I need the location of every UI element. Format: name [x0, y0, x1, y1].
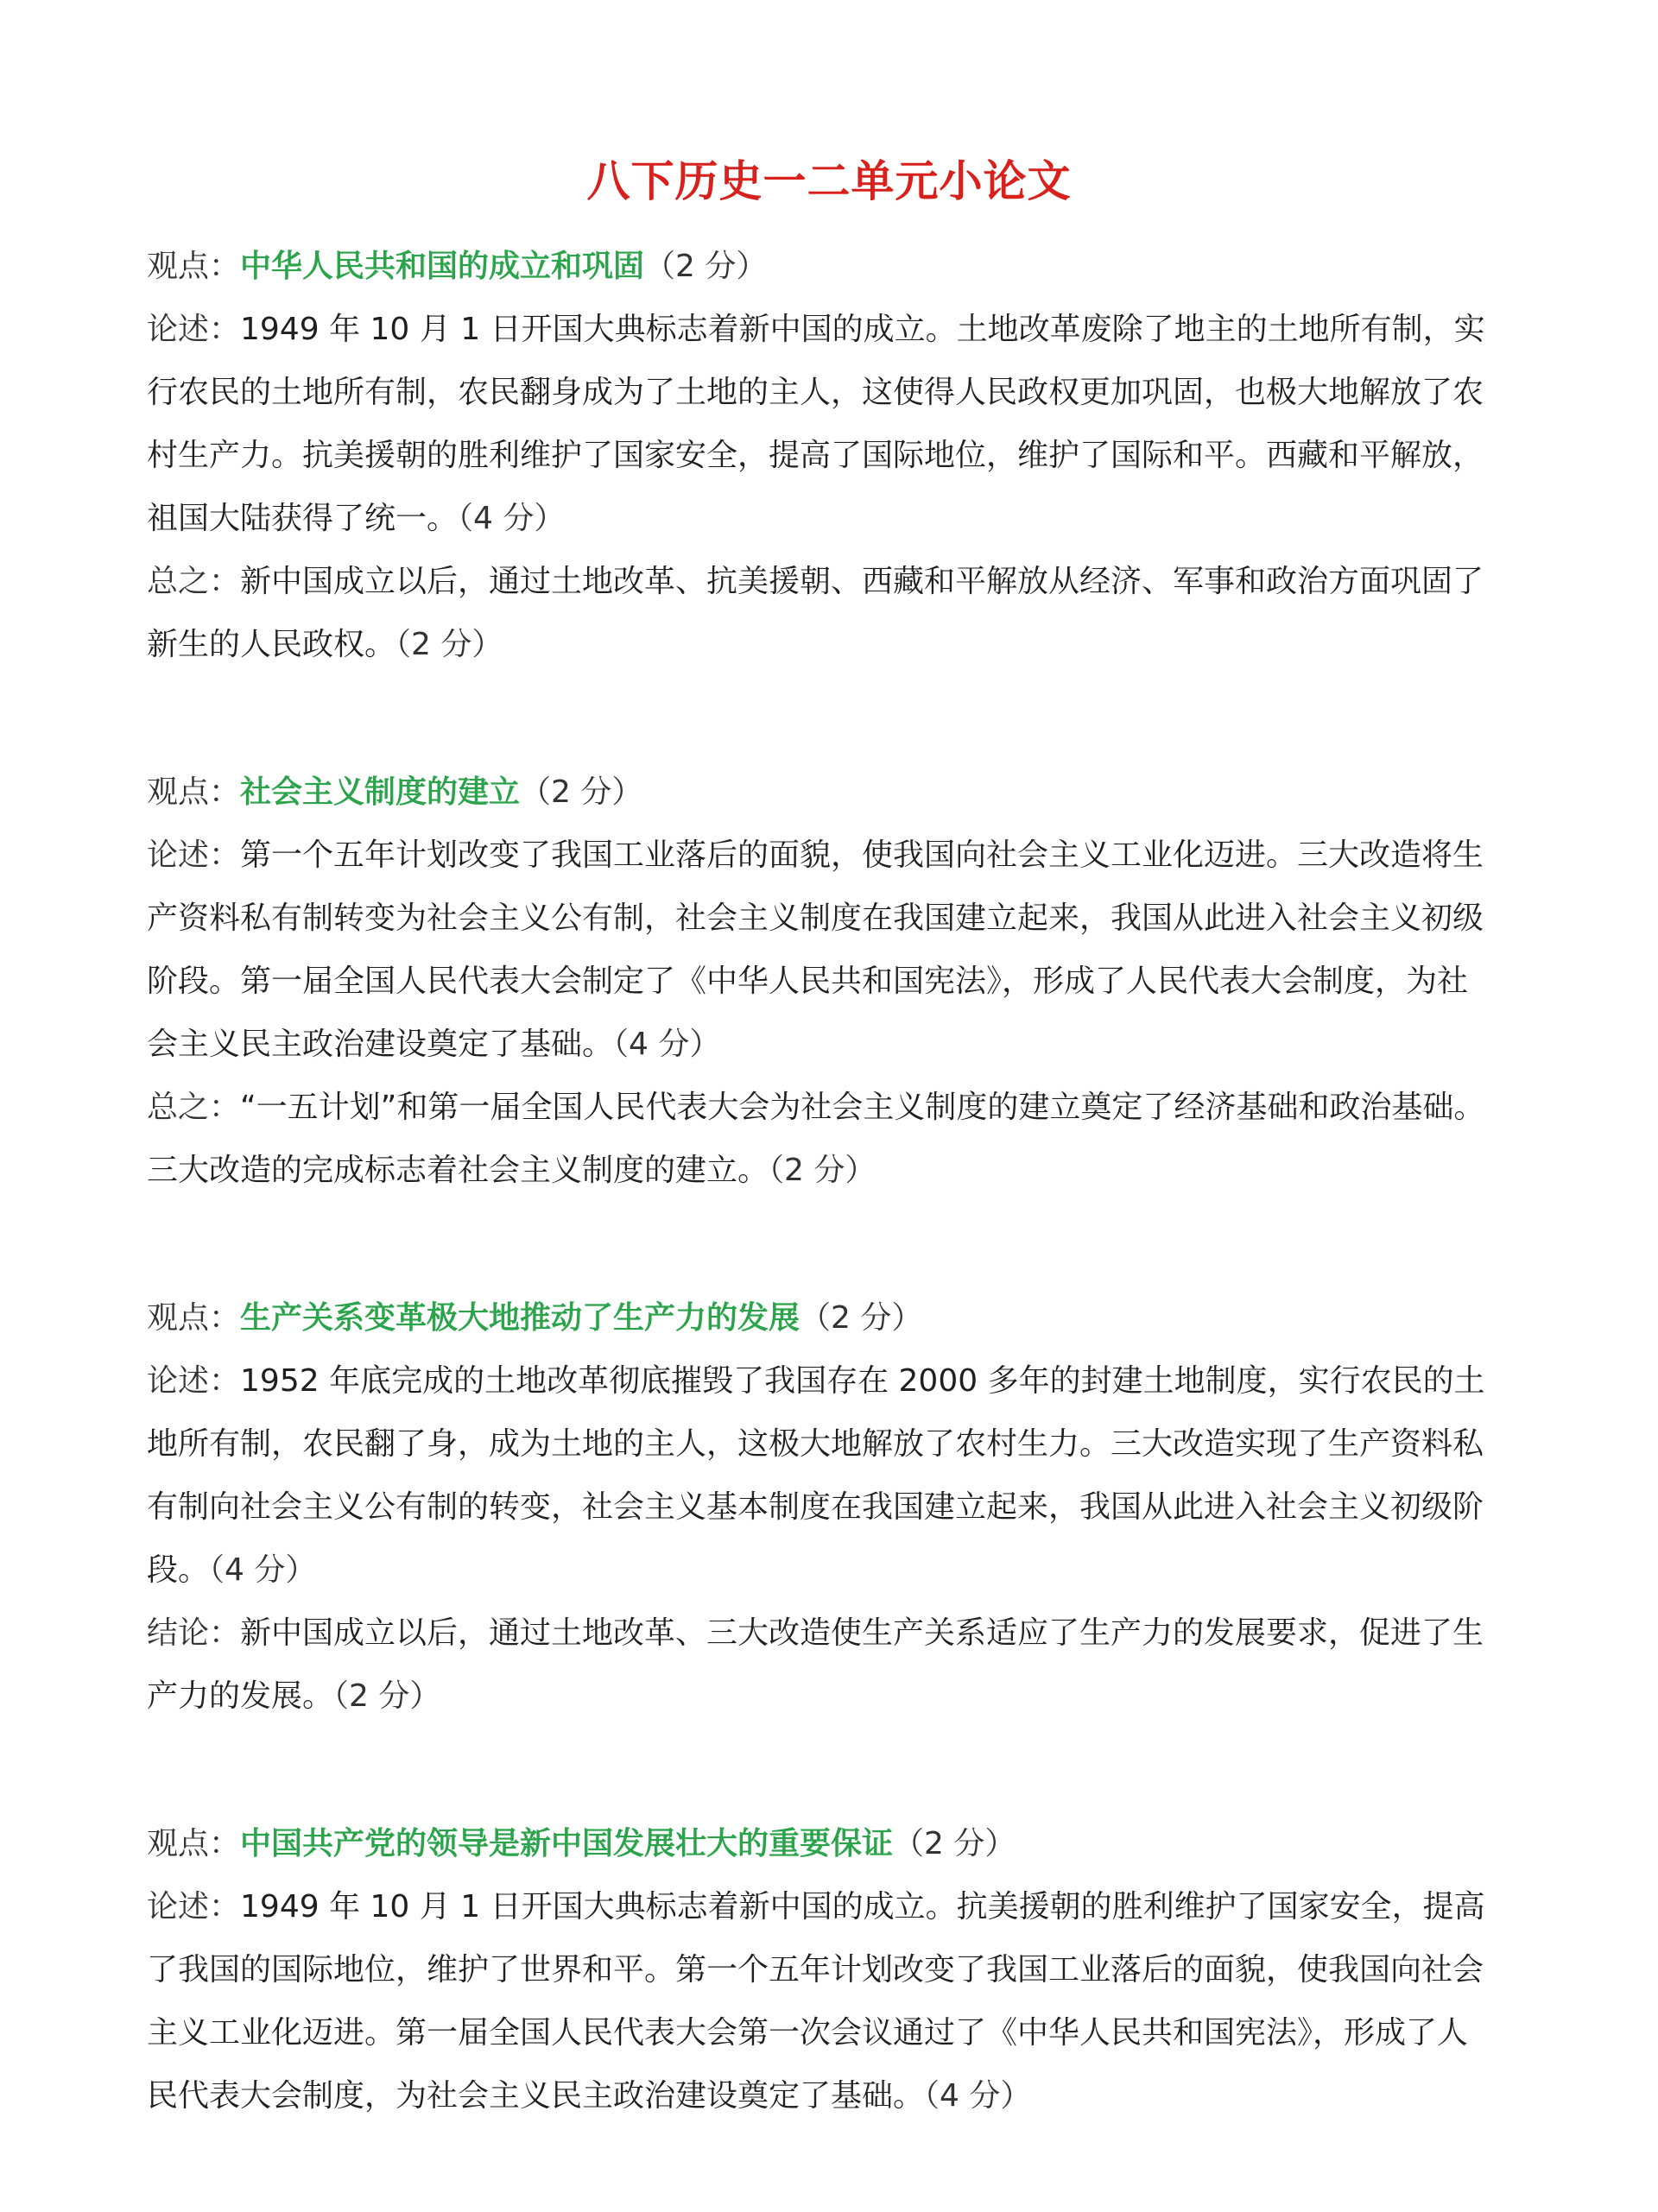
essay-section-4	[147, 1812, 1498, 2127]
argument-text: 1952 年底完成的土地改革彻底摧毁了我国存在 2000 多年的封建土地制度，实行农民的土地所有制，农民翻了身，成为土地的主人，这极大地解放了农村生力。三大改造实现了生产资料私有制向社会主义公有制的转变，社会主义基本制度在我国建立起来，我国从此进入社会主义初级阶段。	[147, 1363, 1485, 1588]
argument-paragraph	[147, 1875, 1498, 2127]
view-label: 观点：	[147, 1300, 241, 1336]
argument-paragraph	[147, 824, 1498, 1076]
argument-text: 第一个五年计划改变了我国工业落后的面貌，使我国向社会主义工业化迈进。三大改造将生产资料私有制转变为社会主义公有制，社会主义制度在我国建立起来，我国从此进入社会主义初级阶段。第一届全国人民代表大会制定了《中华人民共和国宪法》，形成了人民代表大会制度，为社会主义民主政治建设奠定了基础。	[147, 837, 1484, 1062]
conclusion-label: 总之：	[147, 1090, 241, 1125]
argument-text: 1949 年 10 月 1 日开国大典标志着新中国的成立。抗美援朝的胜利维护了国家安全，提高了我国的国际地位，维护了世界和平。第一个五年计划改变了我国工业落后的面貌，使我国向社会主义工业化迈进。第一届全国人民代表大会第一次会议通过了《中华人民共和国宪法》，形成了人民代表大会制度，为社会主义民主政治建设奠定了基础。	[147, 1889, 1485, 2114]
argument-score: （4 分）	[458, 501, 566, 536]
argument-score: （4 分）	[209, 1552, 317, 1588]
argument-text: 1949 年 10 月 1 日开国大典标志着新中国的成立。土地改革废除了地主的土地所有制，实行农民的土地所有制，农民翻身成为了土地的主人，这使得人民政权更加巩固，也极大地解放了农村生产力。抗美援朝的胜利维护了国家安全，提高了国际地位，维护了国际和平。西藏和平解放，祖国大陆获得了统一。	[147, 312, 1485, 536]
view-line	[147, 1812, 1498, 1875]
page-title: 八下历史一二单元小论文	[586, 156, 1072, 206]
argument-score: （4 分）	[924, 2078, 1032, 2114]
view-text: 中国共产党的领导是新中国发展壮大的重要保证	[240, 1826, 894, 1861]
argument-label: 论述：	[147, 1889, 241, 1924]
argument-label: 论述：	[147, 837, 241, 873]
conclusion-text: 新中国成立以后，通过土地改革、抗美援朝、西藏和平解放从经济、军事和政治方面巩固了新生的人民政权。	[147, 564, 1484, 662]
conclusion-score: （2 分）	[333, 1678, 441, 1714]
essay-section-3	[147, 1286, 1498, 1728]
argument-score: （4 分）	[613, 1027, 721, 1062]
view-line	[147, 761, 1498, 824]
conclusion-label: 总之：	[147, 564, 241, 599]
conclusion-text: “一五计划”和第一届全国人民代表大会为社会主义制度的建立奠定了经济基础和政治基础。三大改造的完成标志着社会主义制度的建立。	[147, 1090, 1485, 1188]
conclusion-paragraph	[147, 1076, 1498, 1202]
conclusion-label: 结论：	[147, 1615, 241, 1651]
argument-paragraph	[147, 1349, 1498, 1602]
view-label: 观点：	[147, 1826, 241, 1861]
conclusion-score: （2 分）	[769, 1153, 876, 1188]
conclusion-paragraph	[147, 550, 1498, 676]
view-score: （2 分）	[644, 249, 768, 284]
conclusion-text: 新中国成立以后，通过土地改革、三大改造使生产关系适应了生产力的发展要求，促进了生产力的发展。	[147, 1615, 1484, 1714]
view-text: 中华人民共和国的成立和巩固	[240, 249, 645, 284]
conclusion-score: （2 分）	[396, 627, 503, 662]
essay-section-1	[147, 235, 1498, 676]
conclusion-paragraph	[147, 1602, 1498, 1728]
argument-paragraph	[147, 298, 1498, 550]
view-line	[147, 235, 1498, 298]
essay-section-2	[147, 761, 1498, 1202]
view-text: 生产关系变革极大地推动了生产力的发展	[240, 1300, 801, 1336]
view-label: 观点：	[147, 249, 241, 284]
view-text: 社会主义制度的建立	[240, 774, 521, 810]
view-label: 观点：	[147, 774, 241, 810]
essay-body	[147, 235, 1498, 2212]
view-score: （2 分）	[800, 1300, 923, 1336]
view-score: （2 分）	[520, 774, 643, 810]
view-score: （2 分）	[893, 1826, 1016, 1861]
argument-label: 论述：	[147, 1363, 241, 1399]
argument-label: 论述：	[147, 312, 241, 347]
view-line	[147, 1286, 1498, 1349]
